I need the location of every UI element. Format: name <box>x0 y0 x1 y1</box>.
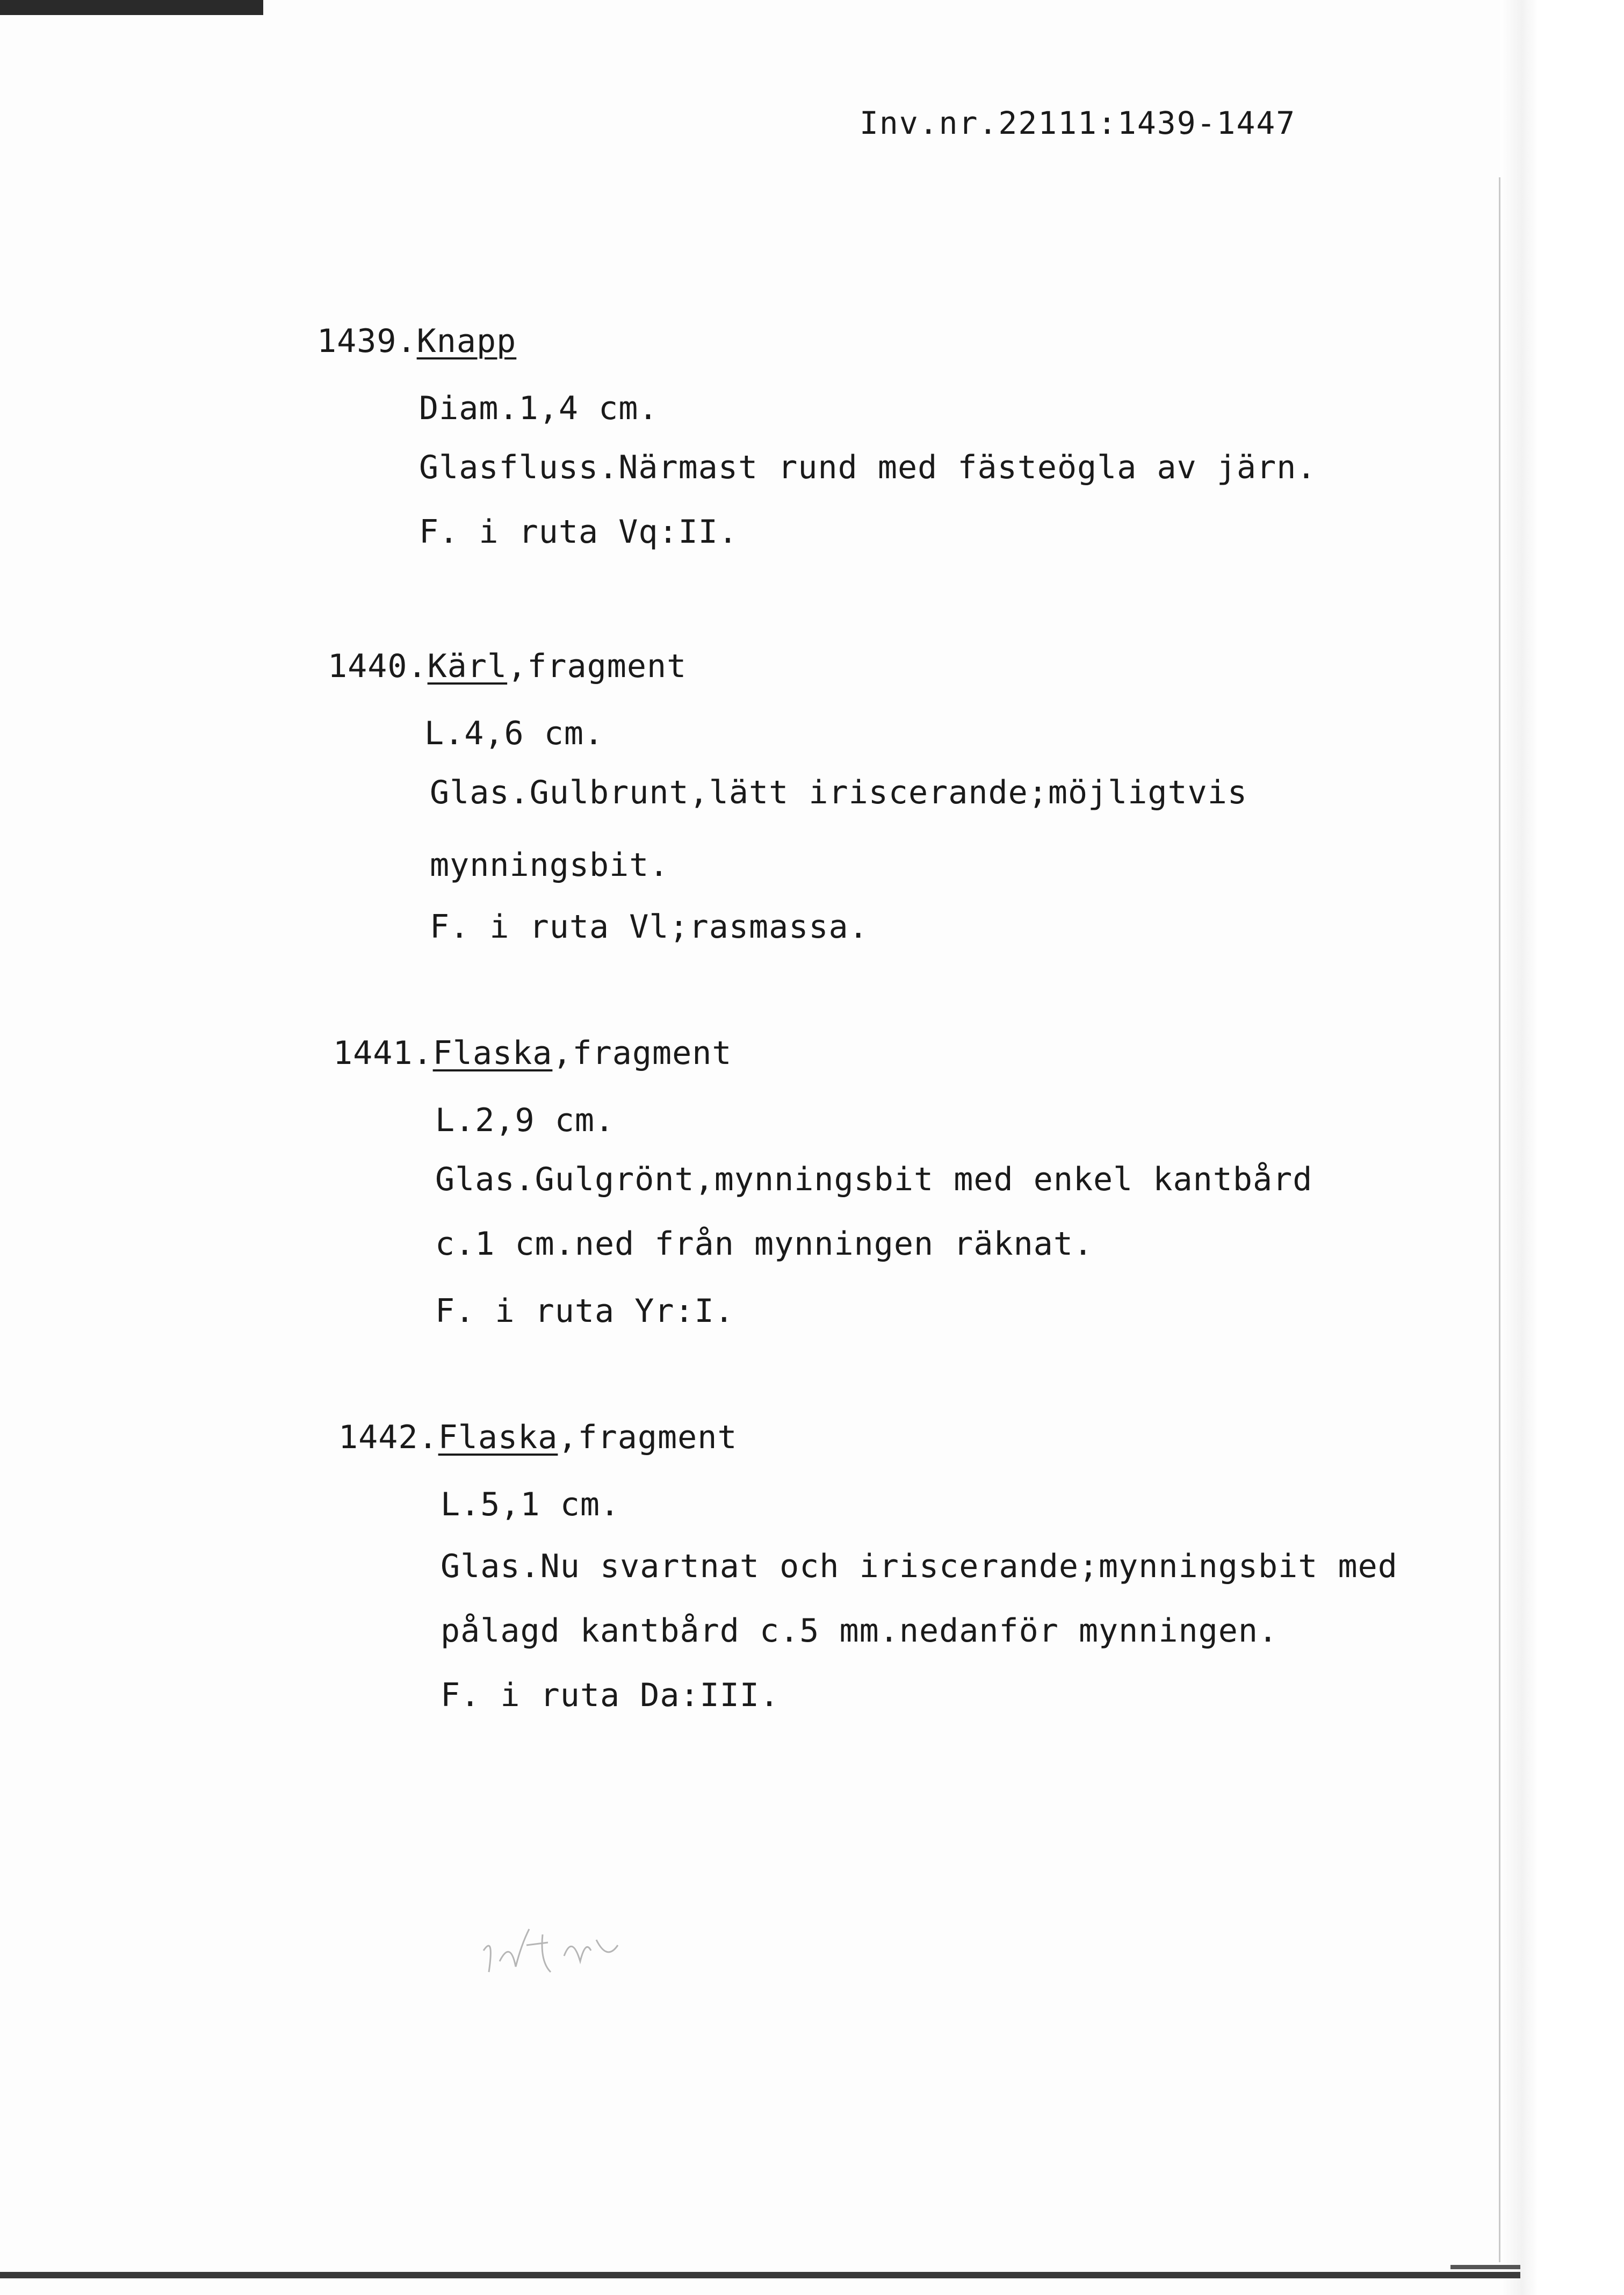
entry-line: pålagd kantbård c.5 mm.nedanför mynningen. <box>441 1612 1279 1650</box>
entry-line: Diam.1,4 cm. <box>419 390 659 427</box>
entry-line: mynningsbit. <box>430 846 669 884</box>
entry-title <box>333 1034 732 1072</box>
entry-line: Glas.Gulbrunt,lätt iriscerande;möjligtvis <box>430 774 1248 811</box>
faint-handwritten-mark <box>478 1913 672 1983</box>
scan-edge-right <box>1500 0 1624 2295</box>
entry-line: F. i ruta Da:III. <box>441 1677 780 1714</box>
entry-number: 1440. <box>328 648 428 685</box>
entry-line: L.5,1 cm. <box>441 1486 620 1523</box>
entry-name: Flaska <box>438 1419 558 1456</box>
scan-edge-top <box>0 0 263 15</box>
entry-line: c.1 cm.ned från mynningen räknat. <box>435 1225 1094 1263</box>
entry-title <box>328 648 687 685</box>
entry-title <box>317 322 516 360</box>
catalog-entry <box>333 1034 1313 1330</box>
catalog-entry <box>338 1419 1398 1714</box>
entry-suffix: ,fragment <box>558 1419 738 1456</box>
inventory-number: Inv.nr.22111:1439-1447 <box>860 105 1296 141</box>
entry-line: Glas.Nu svartnat och iriscerande;mynningsbit med <box>441 1548 1398 1585</box>
entry-title <box>338 1419 737 1456</box>
scan-edge-bottom <box>0 2272 1520 2278</box>
entry-line: F. i ruta Yr:I. <box>435 1292 734 1330</box>
entry-line: Glas.Gulgrönt,mynningsbit med enkel kantbård <box>435 1161 1313 1198</box>
scan-margin-line <box>1499 177 1500 2262</box>
entry-number: 1441. <box>333 1034 433 1072</box>
catalog-entry <box>328 648 1248 946</box>
entry-line: L.2,9 cm. <box>435 1102 615 1139</box>
entry-name: Flaska <box>432 1034 553 1072</box>
entry-name: Knapp <box>416 322 517 360</box>
entry-number: 1439. <box>317 322 417 360</box>
entry-line: Glasfluss.Närmast rund med fästeögla av järn. <box>419 449 1317 486</box>
entry-suffix: ,fragment <box>507 648 687 685</box>
entry-line: F. i ruta Vl;rasmassa. <box>430 908 869 946</box>
entry-name: Kärl <box>427 648 508 685</box>
entry-number: 1442. <box>338 1419 438 1456</box>
catalog-entry <box>317 322 1317 551</box>
entry-line: L.4,6 cm. <box>424 715 604 752</box>
scan-edge-bottom-corner <box>1450 2265 1520 2269</box>
entry-suffix: ,fragment <box>552 1034 732 1072</box>
entry-line: F. i ruta Vq:II. <box>419 513 738 551</box>
